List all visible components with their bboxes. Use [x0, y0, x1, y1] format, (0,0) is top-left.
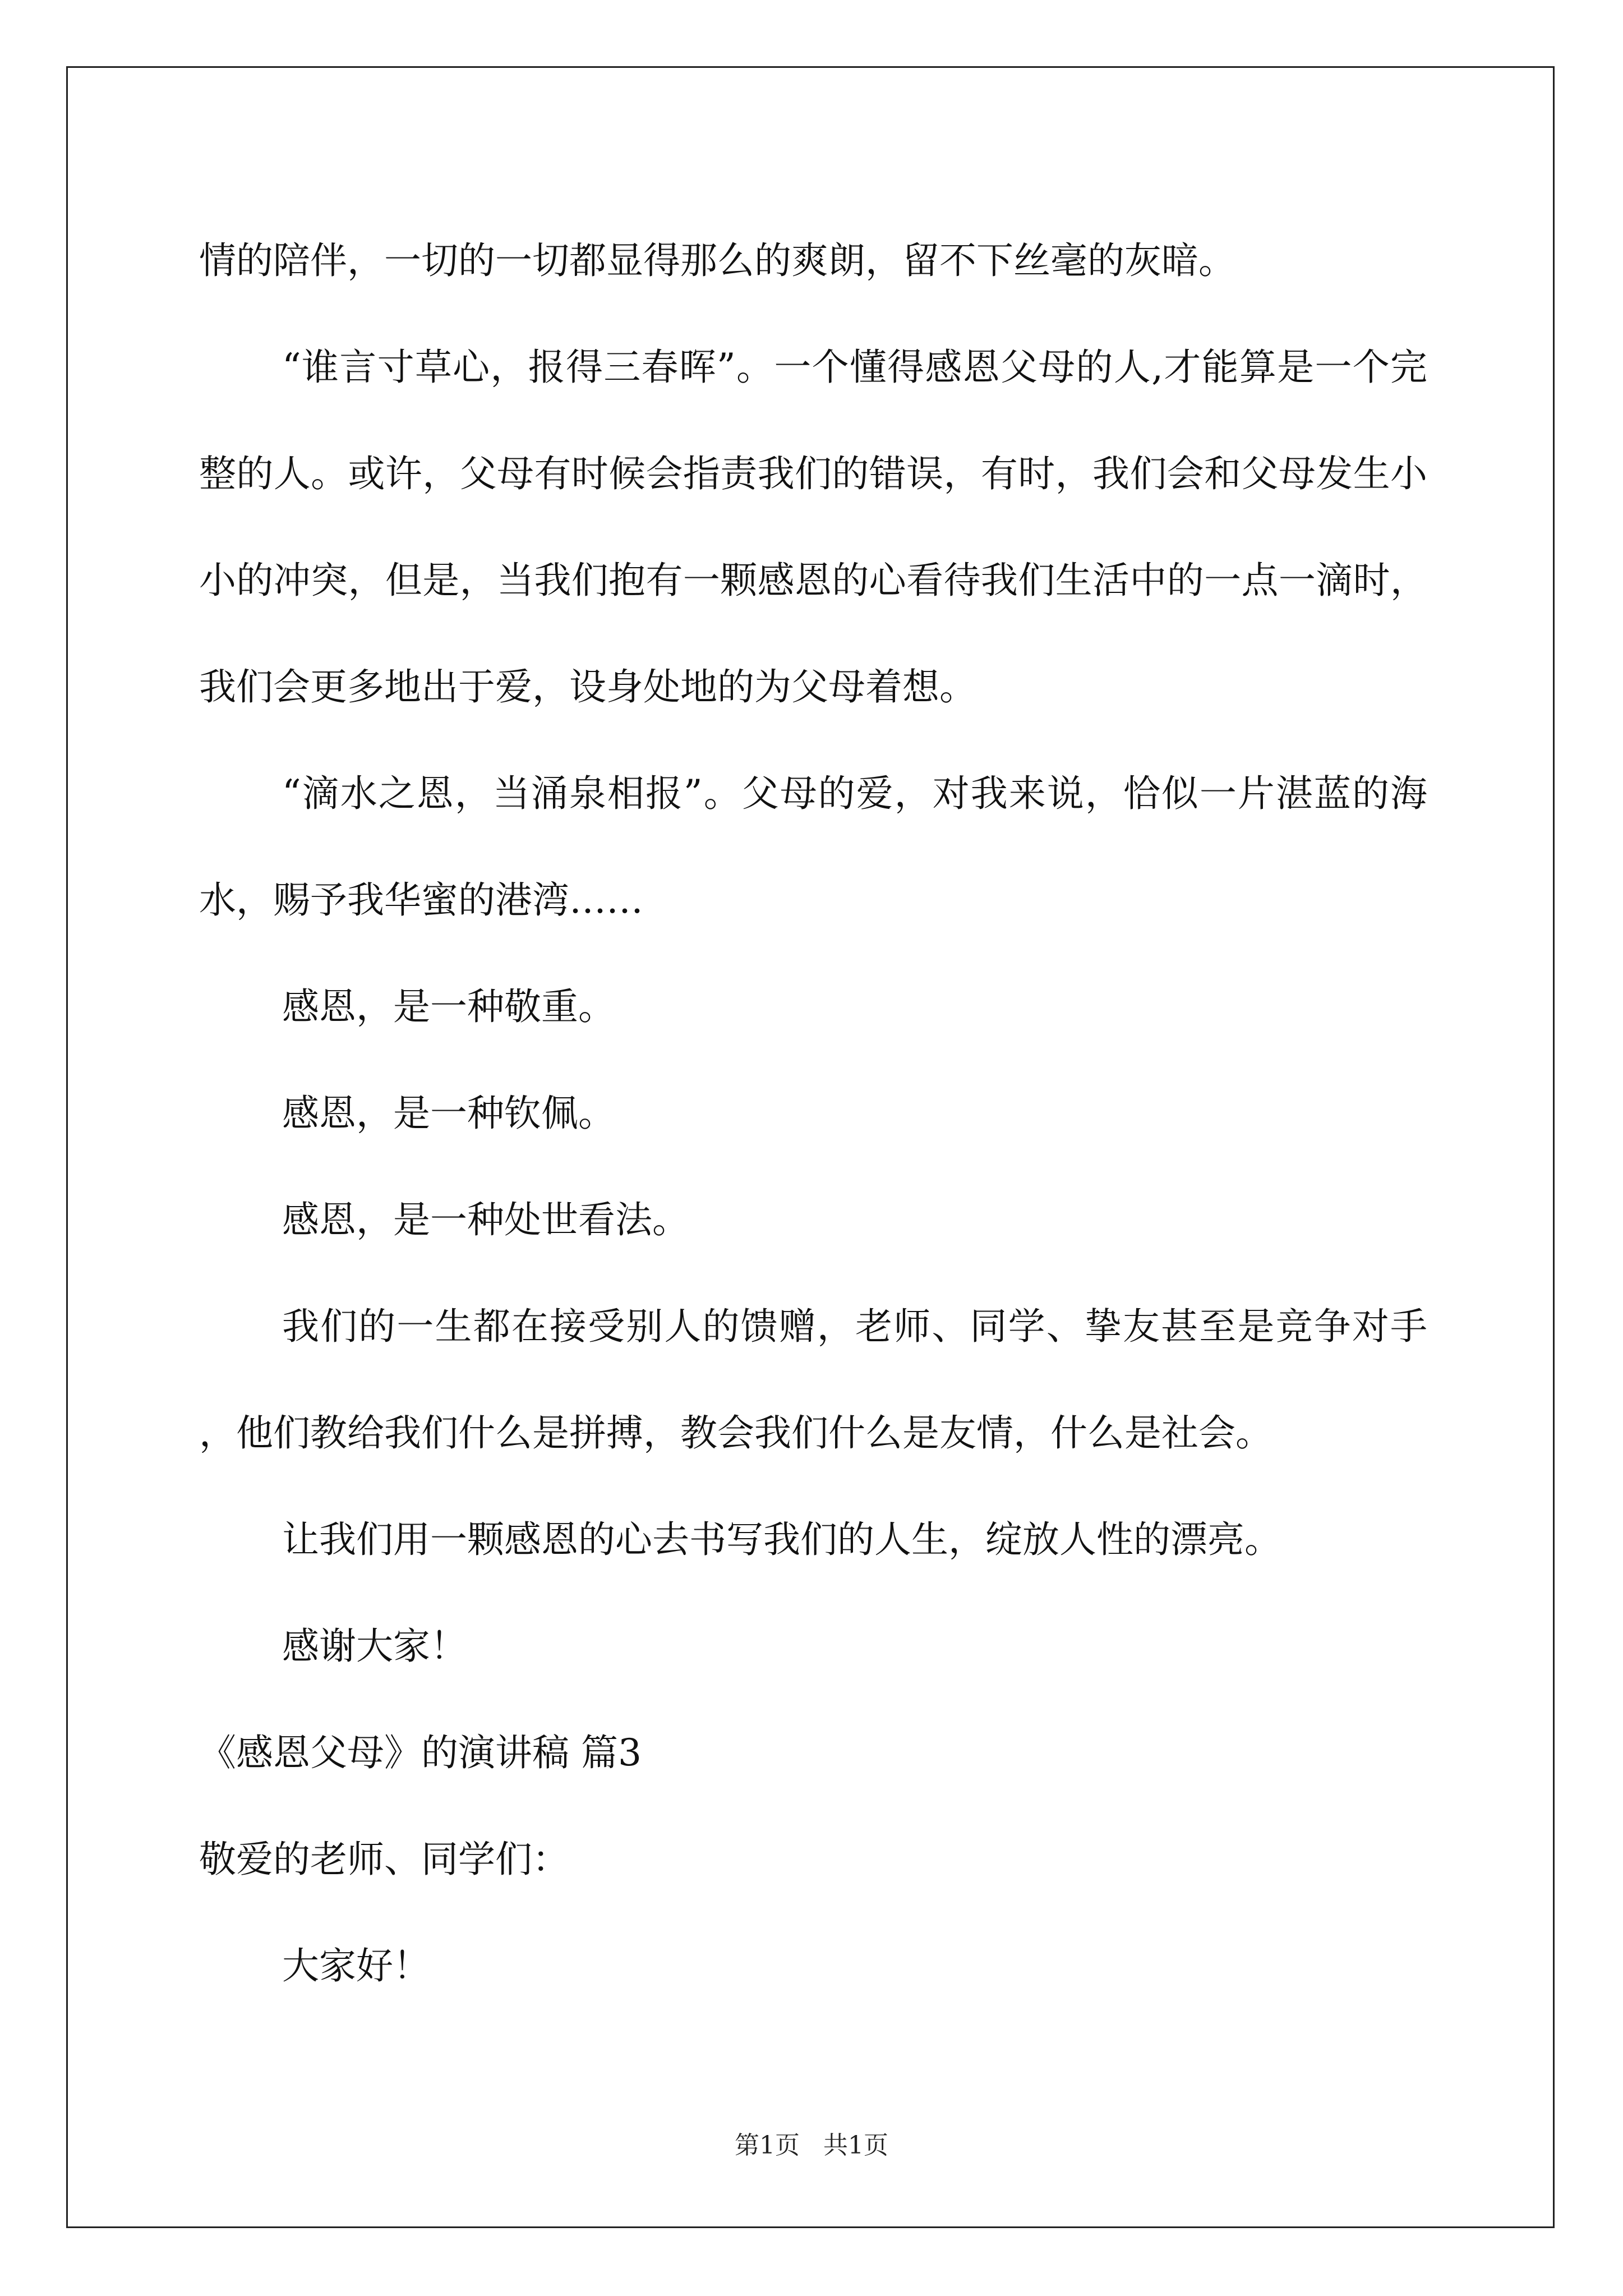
paragraph-5: 感恩，是一种钦佩。 — [282, 1092, 615, 1135]
section-title: 《感恩父母》的演讲稿 篇3 — [199, 1731, 642, 1774]
page-footer — [0, 2129, 1623, 2162]
page-number-total: 共1页 — [823, 2131, 888, 2160]
paragraph-4: 感恩，是一种敬重。 — [282, 985, 615, 1028]
paragraph-2: “谁言寸草心，报得三春晖”。一个懂得感恩父母的人,才能算是一个完整的人。或许，父母有时候会指责我们的错误，有时，我们会和父母发生小小的冲突，但是，当我们抱有一颗感恩的心看待我们生活中的一点一滴时，我们会更多地出于爱，设身处地的为父母着想。 — [199, 346, 1427, 708]
page-number-current: 第1页 — [735, 2131, 800, 2160]
greeting: 大家好！ — [282, 1944, 430, 1987]
paragraph-3: “滴水之恩，当涌泉相报”。父母的爱，对我来说，恰似一片湛蓝的海水，赐予我华蜜的港湾…… — [199, 772, 1427, 922]
document-body — [199, 208, 1427, 2019]
paragraph-6: 感恩，是一种处世看法。 — [282, 1198, 689, 1241]
salutation: 敬爱的老师、同学们： — [199, 1838, 569, 1881]
paragraph-9: 感谢大家！ — [282, 1625, 467, 1668]
paragraph-8: 让我们用一颗感恩的心去书写我们的人生，绽放人性的漂亮。 — [282, 1518, 1281, 1561]
paragraph-1: 情的陪伴，一切的一切都显得那么的爽朗，留不下丝毫的灰暗。 — [199, 239, 1235, 282]
paragraph-7: 我们的一生都在接受别人的馈赠，老师、同学、挚友甚至是竞争对手，他们教给我们什么是拼搏，教会我们什么是友情，什么是社会。 — [199, 1305, 1427, 1455]
